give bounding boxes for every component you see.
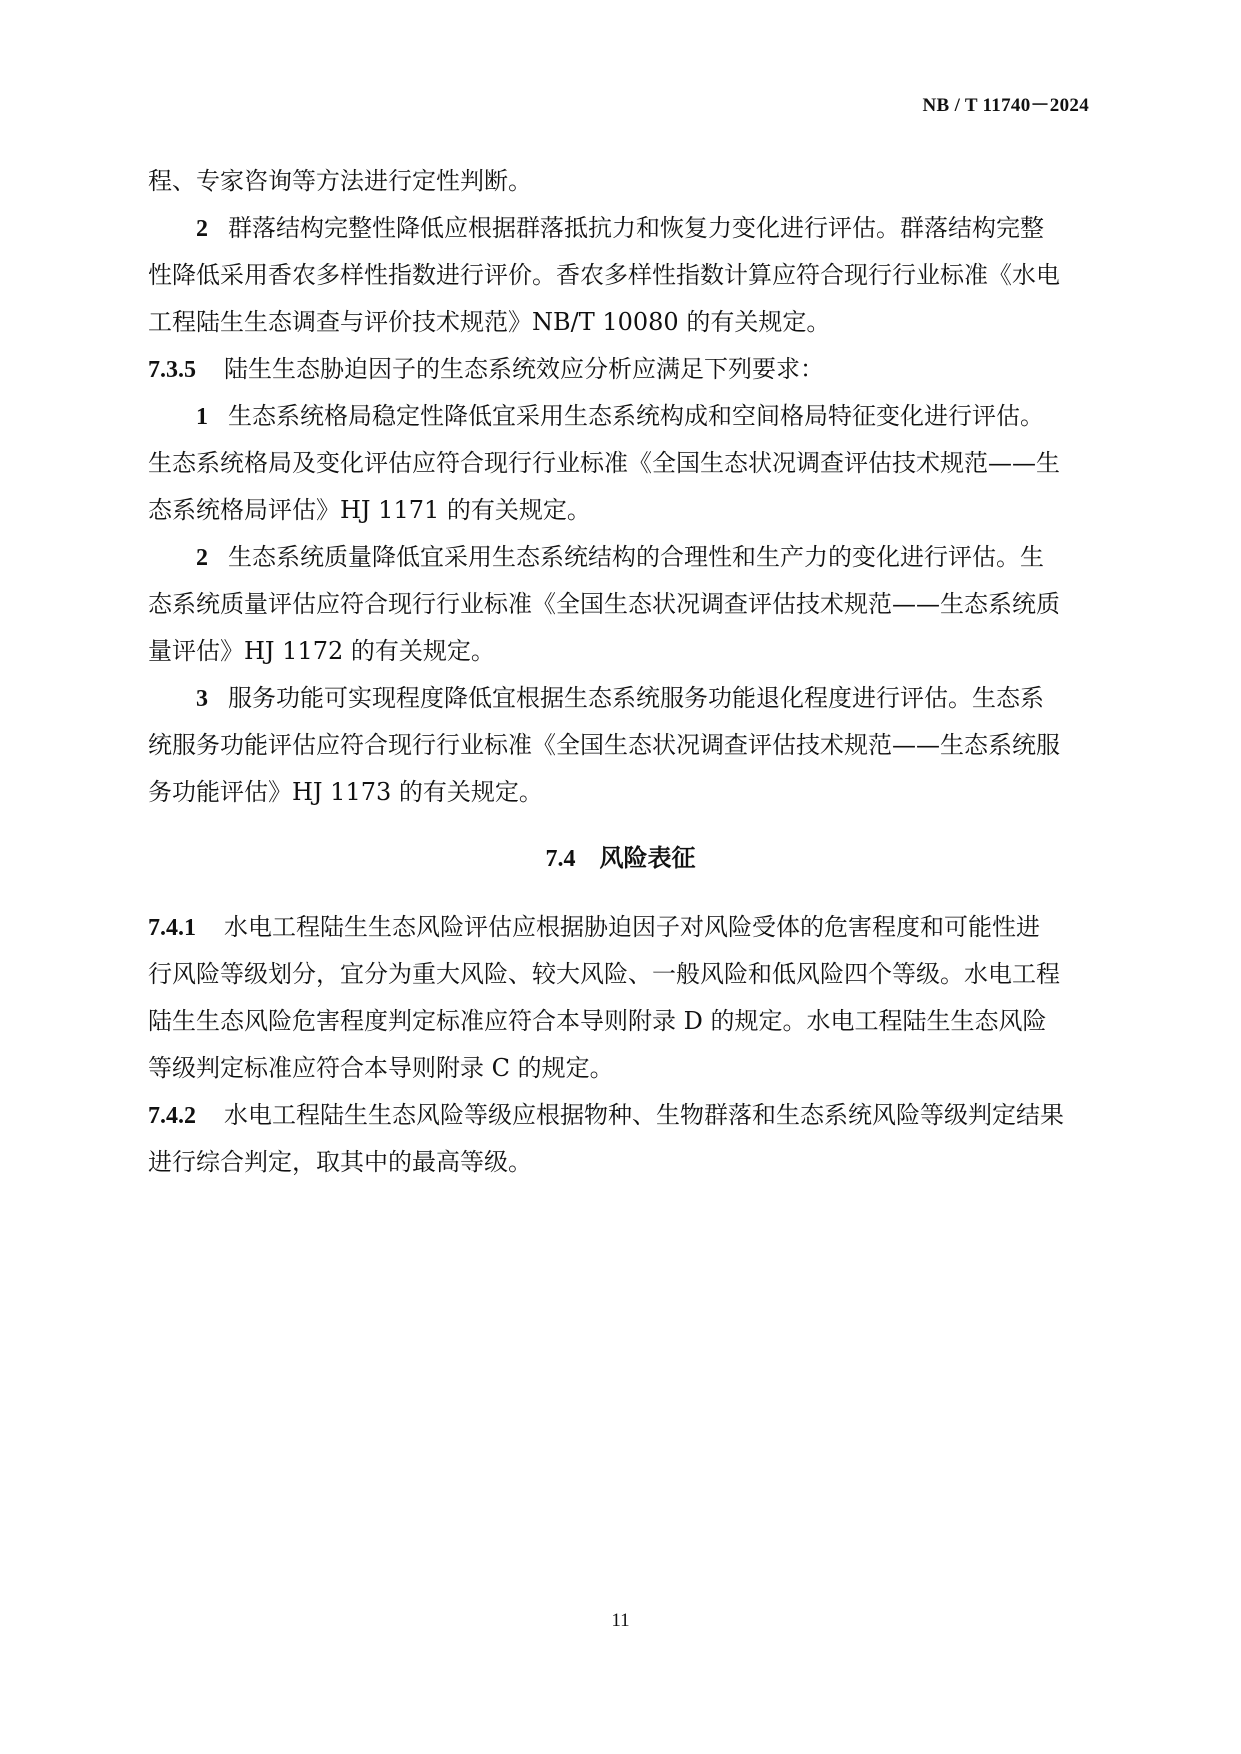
paragraph-line: 性降低采用香农多样性指数进行评价。香农多样性指数计算应符合现行行业标准《水电: [148, 261, 1060, 289]
paragraph-text: 生态系统质量降低宜采用生态系统结构的合理性和生产力的变化进行评估。生: [228, 543, 1044, 571]
paragraph-line: 统服务功能评估应符合现行行业标准《全国生态状况调查评估技术规范——生态系统服: [148, 731, 1060, 759]
paragraph-text: 群落结构完整性降低应根据群落抵抗力和恢复力变化进行评估。群落结构完整: [228, 214, 1044, 242]
paragraph-line: 工程陆生生态调查与评价技术规范》NB/T 10080 的有关规定。: [148, 308, 831, 336]
paragraph-text: 陆生生态胁迫因子的生态系统效应分析应满足下列要求：: [224, 355, 824, 383]
paragraph-line: 等级判定标准应符合本导则附录 C 的规定。: [148, 1054, 614, 1082]
paragraph-line: 陆生生态风险危害程度判定标准应符合本导则附录 D 的规定。水电工程陆生生态风险: [148, 1007, 1047, 1035]
paragraph-line: 务功能评估》HJ 1173 的有关规定。: [148, 778, 543, 806]
item-number: 3: [196, 686, 208, 712]
clause-line: [148, 904, 1093, 951]
item-number: 2: [196, 216, 208, 242]
paragraph-line: 进行综合判定，取其中的最高等级。: [148, 1148, 532, 1176]
clause-number: 7.4.1: [148, 915, 196, 941]
clause-number: 7.4.2: [148, 1103, 196, 1129]
page-number: 11: [611, 1610, 630, 1631]
clause-line: [148, 1092, 1093, 1139]
clause-line: [148, 346, 1093, 393]
list-item-first-line: [148, 675, 1093, 722]
standard-code-header: NB / T 11740－2024: [922, 95, 1089, 116]
paragraph-text: 服务功能可实现程度降低宜根据生态系统服务功能退化程度进行评估。生态系: [228, 684, 1044, 712]
list-item-first-line: [148, 393, 1093, 440]
paragraph-text: 生态系统格局稳定性降低宜采用生态系统构成和空间格局特征变化进行评估。: [228, 402, 1044, 430]
paragraph-line: 程、专家咨询等方法进行定性判断。: [148, 167, 532, 195]
list-item-first-line: [148, 534, 1093, 581]
item-number: 2: [196, 545, 208, 571]
paragraph-line: 生态系统格局及变化评估应符合现行行业标准《全国生态状况调查评估技术规范——生: [148, 449, 1060, 477]
paragraph-line: 行风险等级划分，宜分为重大风险、较大风险、一般风险和低风险四个等级。水电工程: [148, 960, 1060, 988]
clause-number: 7.3.5: [148, 357, 196, 383]
section-heading: [148, 838, 1093, 878]
paragraph-line: 量评估》HJ 1172 的有关规定。: [148, 637, 495, 665]
list-item-first-line: [148, 205, 1093, 252]
paragraph-line: 态系统质量评估应符合现行行业标准《全国生态状况调查评估技术规范——生态系统质: [148, 590, 1060, 618]
paragraph-text: 水电工程陆生生态风险评估应根据胁迫因子对风险受体的危害程度和可能性进: [224, 913, 1040, 941]
section-number: 7.4: [545, 846, 576, 872]
section-title: 风险表征: [599, 843, 696, 872]
paragraph-line: 态系统格局评估》HJ 1171 的有关规定。: [148, 496, 591, 524]
body-content: [148, 158, 1093, 1186]
paragraph-text: 水电工程陆生生态风险等级应根据物种、生物群落和生态系统风险等级判定结果: [224, 1101, 1064, 1129]
item-number: 1: [196, 404, 208, 430]
